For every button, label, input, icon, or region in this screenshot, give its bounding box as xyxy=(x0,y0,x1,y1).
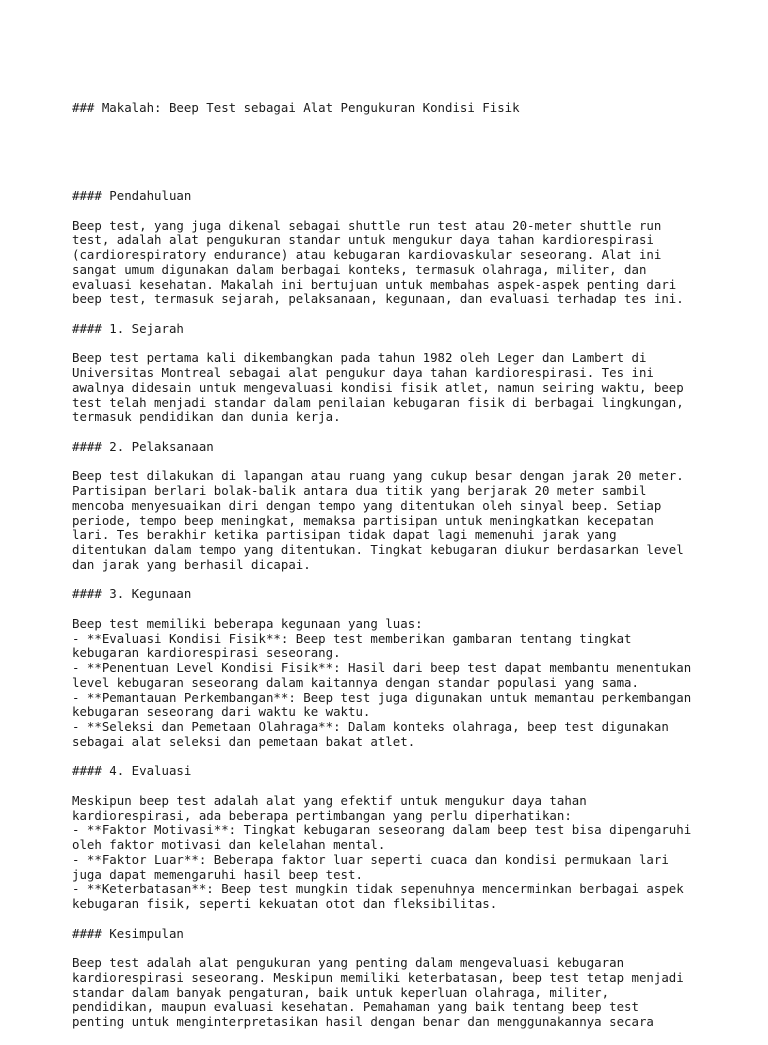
blank-line xyxy=(72,204,732,219)
paragraph-line: level kebugaran seseorang dalam kaitannya dengan standar populasi yang sama. xyxy=(72,674,639,690)
paragraph-line: Partisipan berlari bolak-balik antara dua titik yang berjarak 20 meter sambil xyxy=(72,483,647,498)
paragraph-line: - **Seleksi dan Pemetaan Olahraga**: Dalam konteks olahraga, beep test digunakan xyxy=(72,719,669,734)
blank-line xyxy=(72,573,732,588)
blank-line xyxy=(72,941,732,956)
document-section xyxy=(72,927,732,1030)
paragraph-line: kebugaran kardiorespirasi seseorang. xyxy=(72,645,341,661)
paragraph-line: termasuk pendidikan dan dunia kerja. xyxy=(72,409,341,425)
paragraph-line: penting untuk menginterpretasikan hasil dengan benar dan menggunakannya secara xyxy=(72,1014,654,1029)
paragraph-line: pendidikan, maupun evaluasi kesehatan. Pemahaman yang baik tentang beep test xyxy=(72,999,639,1015)
blank-line xyxy=(72,455,732,470)
paragraph-line: evaluasi kesehatan. Makalah ini bertujuan untuk membahas aspek-aspek penting dari xyxy=(72,276,677,292)
blank-line xyxy=(72,602,732,617)
paragraph-line: kardiorespirasi seseorang. Meskipun memiliki keterbatasan, beep test tetap menjadi xyxy=(72,969,684,985)
document-section xyxy=(72,764,732,926)
paragraph-line: kebugaran seseorang dari waktu ke waktu. xyxy=(72,704,371,720)
document-page xyxy=(72,71,732,1045)
paragraph-line: Universitas Montreal sebagai alat pengukur daya tahan kardiorespirasi. Tes ini xyxy=(72,365,654,380)
blank-line xyxy=(72,145,732,160)
paragraph-line: Beep test pertama kali dikembangkan pada tahun 1982 oleh Leger dan Lambert di xyxy=(72,350,647,366)
paragraph-line: sangat umum digunakan dalam berbagai konteks, termasuk olahraga, militer, dan xyxy=(72,261,647,277)
paragraph-line: oleh faktor motivasi dan kelelahan mental. xyxy=(72,837,386,852)
paragraph-line: sebagai alat seleksi dan pemetaan bakat atlet. xyxy=(72,733,416,749)
paragraph-line: periode, tempo beep meningkat, memaksa partisipan untuk meningkatkan kecepatan xyxy=(72,512,654,528)
document-section xyxy=(72,322,732,440)
blank-line xyxy=(72,779,732,794)
paragraph-line: - **Penentuan Level Kondisi Fisik**: Hasil dari beep test dapat membantu menentukan xyxy=(72,660,692,675)
paragraph-line: - **Keterbatasan**: Beep test mungkin tidak sepenuhnya mencerminkan berbagai aspek xyxy=(72,881,684,897)
paragraph-line: test telah menjadi standar dalam penilaian kebugaran fisik di berbagai lingkungan, xyxy=(72,394,684,410)
section-heading: #### 4. Evaluasi xyxy=(72,763,192,779)
paragraph-line: beep test, termasuk sejarah, pelaksanaan, kegunaan, dan evaluasi terhadap tes ini. xyxy=(72,291,684,307)
document-title: ### Makalah: Beep Test sebagai Alat Pengukuran Kondisi Fisik xyxy=(72,99,520,115)
paragraph-line: Beep test, yang juga dikenal sebagai shuttle run test atau 20-meter shuttle run xyxy=(72,217,662,233)
paragraph-line: - **Faktor Motivasi**: Tingkat kebugaran seseorang dalam beep test bisa dipengaruhi xyxy=(72,822,692,838)
document-section xyxy=(72,189,732,322)
paragraph-line: - **Evaluasi Kondisi Fisik**: Beep test memberikan gambaran tentang tingkat xyxy=(72,630,632,646)
section-heading: #### Pendahuluan xyxy=(72,188,192,203)
blank-line xyxy=(72,425,732,440)
paragraph-line: awalnya didesain untuk mengevaluasi kondisi fisik atlet, namun seiring waktu, beep xyxy=(72,379,684,395)
paragraph-line: test, adalah alat pengukuran standar untuk mengukur daya tahan kardiorespirasi xyxy=(72,232,654,248)
document-section xyxy=(72,587,732,764)
blank-line xyxy=(72,337,732,352)
paragraph-line: (cardiorespiratory endurance) atau kebugaran kardiovaskular seseorang. Alat ini xyxy=(72,247,662,262)
paragraph-line: - **Pemantauan Perkembangan**: Beep test juga digunakan untuk memantau perkembangan xyxy=(72,689,692,705)
document-sections xyxy=(72,189,732,1030)
blank-line xyxy=(72,750,732,765)
paragraph-line: Beep test memiliki beberapa kegunaan yang luas: xyxy=(72,615,423,631)
section-heading: #### 1. Sejarah xyxy=(72,320,184,336)
paragraph-line: Beep test dilakukan di lapangan atau ruang yang cukup besar dengan jarak 20 meter. xyxy=(72,468,684,484)
paragraph-line: standar dalam banyak pengaturan, baik untuk keperluan olahraga, militer, xyxy=(72,984,610,1000)
document-section xyxy=(72,440,732,588)
section-heading: #### Kesimpulan xyxy=(72,925,184,941)
blank-line xyxy=(72,912,732,927)
paragraph-line: dan jarak yang berhasil dicapai. xyxy=(72,556,311,572)
paragraph-line: kebugaran fisik, seperti kekuatan otot dan fleksibilitas. xyxy=(72,896,498,911)
section-heading: #### 2. Pelaksanaan xyxy=(72,438,214,454)
paragraph-line: juga dapat memengaruhi hasil beep test. xyxy=(72,866,363,882)
section-heading: #### 3. Kegunaan xyxy=(72,586,192,602)
paragraph-line: mencoba menyesuaikan diri dengan tempo yang ditentukan oleh sinyal beep. Setiap xyxy=(72,497,662,513)
blank-line xyxy=(72,307,732,322)
paragraph-line: lari. Tes berakhir ketika partisipan tidak dapat lagi memenuhi jarak yang xyxy=(72,527,617,543)
paragraph-line: kardiorespirasi, ada beberapa pertimbangan yang perlu diperhatikan: xyxy=(72,807,572,823)
paragraph-line: Beep test adalah alat pengukuran yang penting dalam mengevaluasi kebugaran xyxy=(72,955,625,970)
paragraph-line: - **Faktor Luar**: Beberapa faktor luar seperti cuaca dan kondisi permukaan lari xyxy=(72,851,669,867)
paragraph-line: Meskipun beep test adalah alat yang efektif untuk mengukur daya tahan xyxy=(72,792,587,808)
paragraph-line: ditentukan dalam tempo yang ditentukan. Tingkat kebugaran diukur berdasarkan level xyxy=(72,542,684,557)
